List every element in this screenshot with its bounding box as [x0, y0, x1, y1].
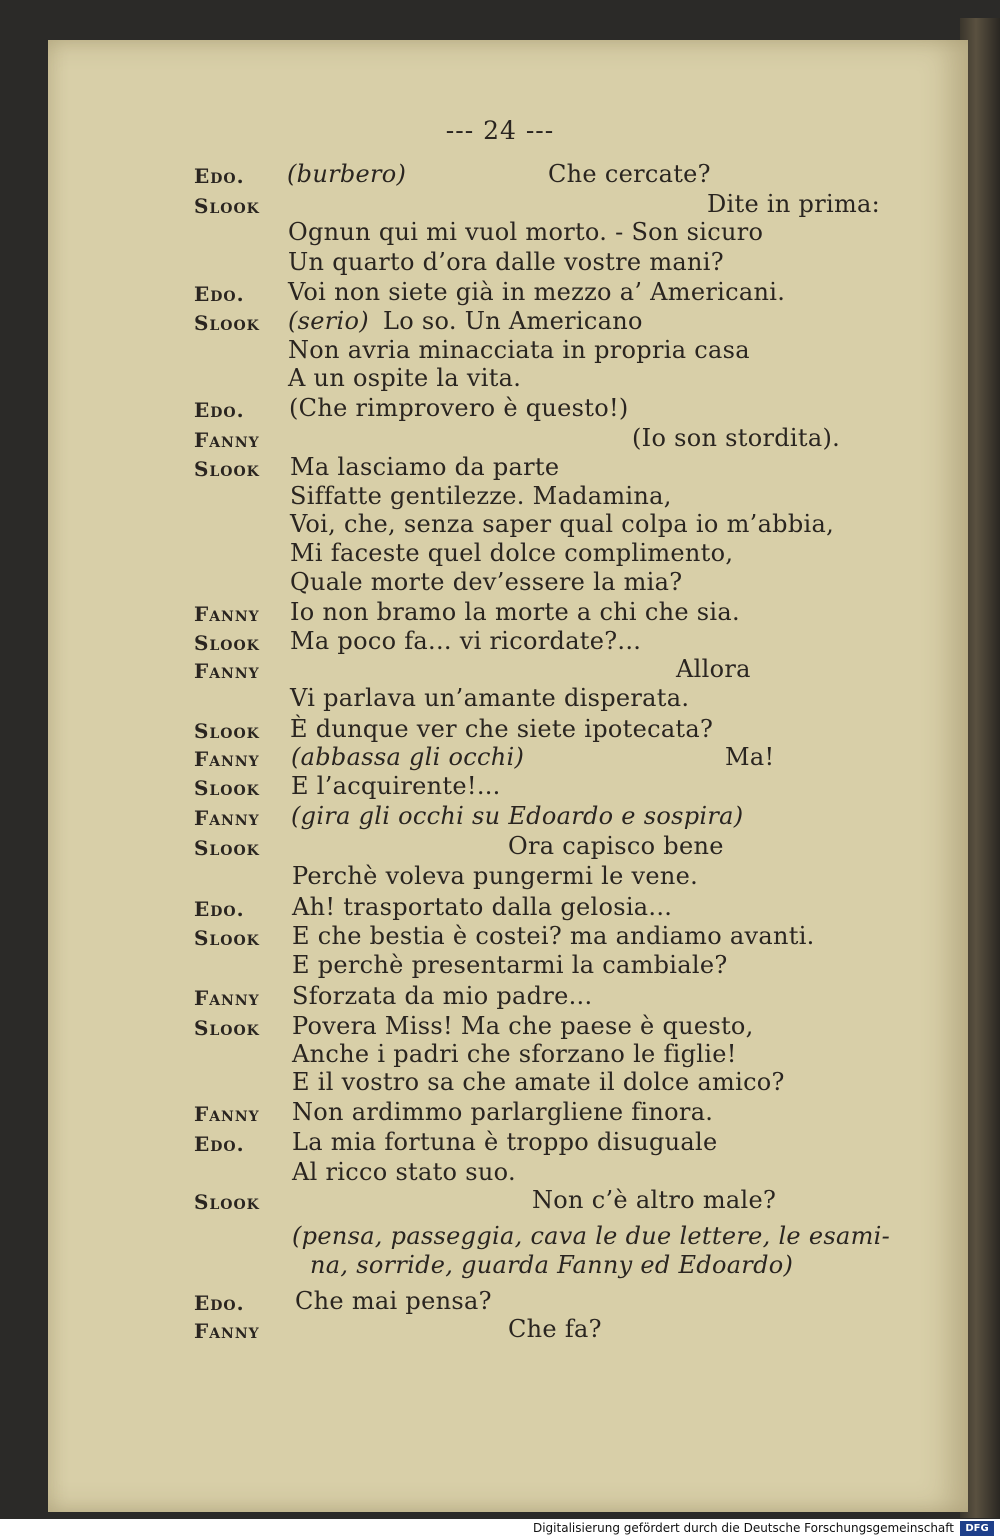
dialogue-text: E l’acquirente!...: [291, 772, 501, 800]
script-line: [0, 278, 1000, 308]
script-line: [0, 482, 1000, 512]
script-line: [0, 1068, 1000, 1098]
digitization-footer: [0, 1519, 1000, 1539]
script-line: [0, 1222, 1000, 1252]
dialogue-text: E il vostro sa che amate il dolce amico?: [292, 1068, 785, 1096]
dialogue-text: Ma lasciamo da parte: [290, 453, 560, 481]
speaker-name: Edo.: [194, 398, 245, 422]
speaker-name: Edo.: [194, 1132, 245, 1156]
dialogue-text: Povera Miss! Ma che paese è questo,: [292, 1012, 754, 1040]
dialogue-text: Che mai pensa?: [295, 1287, 492, 1315]
dialogue-text: (Che rimprovero è questo!): [289, 394, 629, 422]
script-line: [0, 893, 1000, 923]
speaker-name: Edo.: [194, 897, 245, 921]
script-line: [0, 802, 1000, 832]
speaker-name: Slook: [194, 311, 260, 335]
stage-direction: (burbero): [287, 160, 407, 188]
stage-direction: (gira gli occhi su Edoardo e sospira): [291, 802, 744, 830]
speaker-name: Edo.: [194, 164, 245, 188]
dialogue-text: Perchè voleva pungermi le vene.: [292, 862, 699, 890]
stage-direction: (serio): [288, 307, 369, 335]
stage-direction: (pensa, passeggia, cava le due lettere, le esami-: [292, 1222, 891, 1250]
stage-direction: (abbassa gli occhi): [291, 743, 525, 771]
script-line: [0, 1012, 1000, 1042]
dialogue-text: Anche i padri che sforzano le figlie!: [292, 1040, 737, 1068]
script-line: [0, 336, 1000, 366]
script-line: [0, 568, 1000, 598]
speaker-name: Fanny: [194, 1102, 260, 1126]
speaker-name: Fanny: [194, 602, 260, 626]
speaker-name: Fanny: [194, 806, 260, 830]
dialogue-text: Ora capisco bene: [508, 832, 724, 860]
speaker-name: Edo.: [194, 1291, 245, 1315]
script-line: [0, 453, 1000, 483]
script-line: [0, 1098, 1000, 1128]
dialogue-text: E perchè presentarmi la cambiale?: [292, 951, 728, 979]
dialogue-text: Vi parlava un’amante disperata.: [290, 684, 690, 712]
script-line: [0, 832, 1000, 862]
dialogue-text: Lo so. Un Americano: [383, 307, 643, 335]
dialogue-text: Mi faceste quel dolce complimento,: [290, 539, 734, 567]
speaker-name: Slook: [194, 194, 260, 218]
speaker-name: Edo.: [194, 282, 245, 306]
script-line: [0, 772, 1000, 802]
script-line: [0, 1315, 1000, 1345]
speaker-name: Fanny: [194, 1319, 260, 1343]
stage-direction: na, sorride, guarda Fanny ed Edoardo): [310, 1251, 794, 1279]
speaker-name: Slook: [194, 631, 260, 655]
script-line: [0, 684, 1000, 714]
dialogue-text: Ma!: [725, 743, 775, 771]
speaker-name: Slook: [194, 457, 260, 481]
speaker-name: Fanny: [194, 428, 260, 452]
dialogue-text: Dite in prima:: [707, 190, 881, 218]
dialogue-text: La mia fortuna è troppo disuguale: [292, 1128, 718, 1156]
dialogue-text: Voi non siete già in mezzo a’ Americani.: [288, 278, 786, 306]
dialogue-text: Allora: [676, 655, 751, 683]
script-line: [0, 627, 1000, 657]
speaker-name: Slook: [194, 1190, 260, 1214]
script-line: [0, 1186, 1000, 1216]
script-line: [0, 424, 1000, 454]
speaker-name: Slook: [194, 776, 260, 800]
dialogue-text: Ma poco fa... vi ricordate?...: [290, 627, 642, 655]
script-line: [0, 1128, 1000, 1158]
script-line: [0, 307, 1000, 337]
dialogue-text: A un ospite la vita.: [288, 364, 522, 392]
script-line: [0, 248, 1000, 278]
speaker-name: Slook: [194, 836, 260, 860]
script-line: [0, 160, 1000, 190]
script-line: [0, 982, 1000, 1012]
page-number: --- 24 ---: [445, 116, 555, 145]
script-line: [0, 364, 1000, 394]
dialogue-text: E che bestia è costei? ma andiamo avanti.: [292, 922, 815, 950]
speaker-name: Slook: [194, 926, 260, 950]
script-line: [0, 743, 1000, 773]
speaker-name: Fanny: [194, 659, 260, 683]
dialogue-text: Quale morte dev’essere la mia?: [290, 568, 683, 596]
dialogue-text: Ognun qui mi vuol morto. - Son sicuro: [288, 218, 764, 246]
script-line: [0, 598, 1000, 628]
dialogue-text: È dunque ver che siete ipotecata?: [290, 715, 714, 743]
script-line: [0, 1287, 1000, 1317]
script-line: [0, 1040, 1000, 1070]
speaker-name: Fanny: [194, 986, 260, 1010]
dialogue-text: Non c’è altro male?: [532, 1186, 777, 1214]
dialogue-text: Non ardimmo parlargliene finora.: [292, 1098, 714, 1126]
dialogue-text: Voi, che, senza saper qual colpa io m’abbia,: [290, 510, 835, 538]
script-line: [0, 190, 1000, 220]
dialogue-text: Al ricco stato suo.: [292, 1158, 516, 1186]
dialogue-text: Sforzata da mio padre...: [292, 982, 593, 1010]
script-line: [0, 862, 1000, 892]
dialogue-text: Che fa?: [508, 1315, 602, 1343]
script-line: [0, 394, 1000, 424]
speaker-name: Slook: [194, 1016, 260, 1040]
dialogue-text: Un quarto d’ora dalle vostre mani?: [288, 248, 724, 276]
script-line: [0, 715, 1000, 745]
dialogue-text: Io non bramo la morte a chi che sia.: [290, 598, 740, 626]
dfg-logo-icon: DFG: [960, 1521, 994, 1536]
script-line: [0, 539, 1000, 569]
script-line: [0, 951, 1000, 981]
script-line: [0, 1158, 1000, 1188]
dialogue-text: Che cercate?: [548, 160, 711, 188]
dialogue-text: Siffatte gentilezze. Madamina,: [290, 482, 672, 510]
funding-credit: Digitalisierung gefördert durch die Deutsche Forschungsgemeinschaft: [532, 1521, 954, 1535]
dialogue-text: Non avria minacciata in propria casa: [288, 336, 750, 364]
script-line: [0, 218, 1000, 248]
speaker-name: Fanny: [194, 747, 260, 771]
dialogue-text: (Io son stordita).: [632, 424, 841, 452]
script-line: [0, 1251, 1000, 1281]
script-line: [0, 510, 1000, 540]
dialogue-text: Ah! trasportato dalla gelosia...: [292, 893, 673, 921]
speaker-name: Slook: [194, 719, 260, 743]
script-line: [0, 922, 1000, 952]
script-line: [0, 655, 1000, 685]
